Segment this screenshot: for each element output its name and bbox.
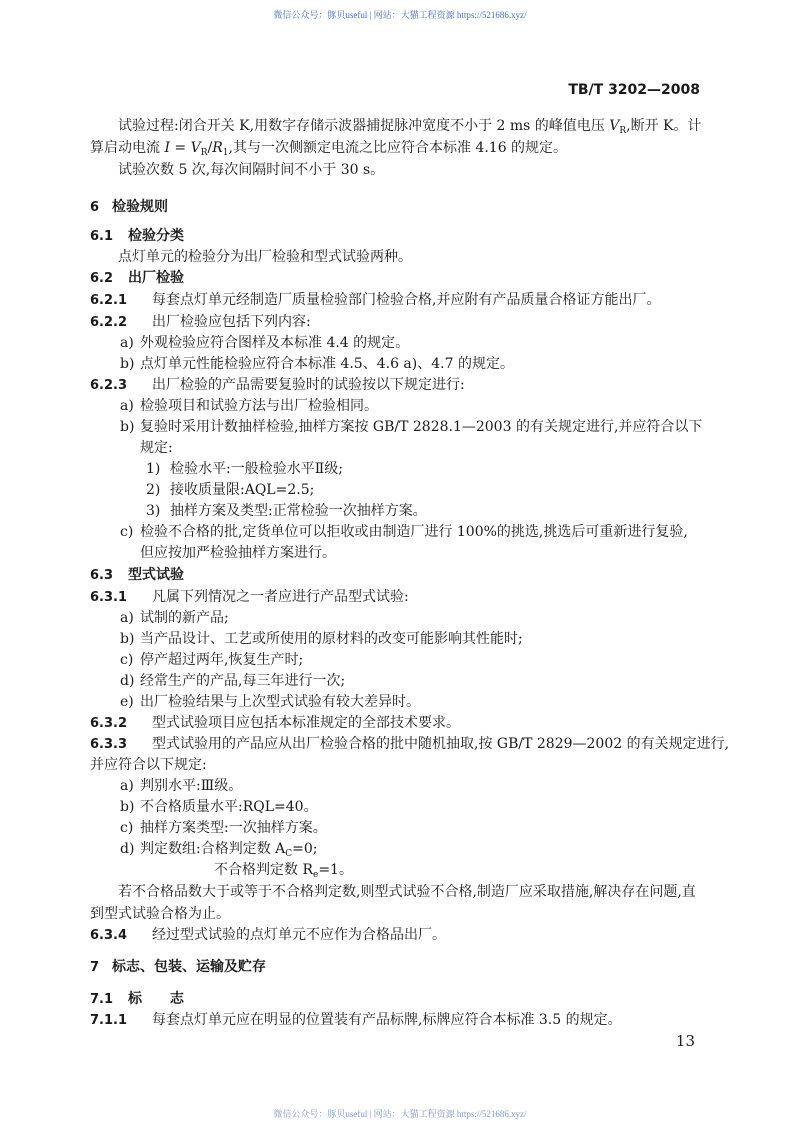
item-text: 出厂检验结果与上次型式试验有较大差异时。 (140, 694, 420, 710)
list-item-cont (214, 860, 353, 881)
clause-text: 经过型式试验的点灯单元不应作为合格品出厂。 (152, 927, 446, 943)
item-label: a) (120, 610, 134, 626)
clause-6-3-3-cont: 并应符合以下规定: (90, 757, 207, 773)
item-text: 抽样方案及类型:正常检验一次抽样方案。 (170, 503, 427, 519)
item-text: 外观检验应符合图样及本标准 4.4 的规定。 (140, 335, 410, 351)
clause-6-2-1 (90, 290, 660, 311)
sub-list-item (0, 459, 800, 480)
item-text: 检验不合格的批,定货单位可以拒收或由制造厂进行 100%的挑选,挑选后可重新进行复验, (140, 524, 688, 540)
item-label: 1) (146, 461, 161, 477)
symbol: V (190, 140, 201, 156)
section-number: 6.2 (90, 271, 114, 286)
subscript: e (313, 870, 319, 880)
symbol: R (212, 140, 223, 156)
section-number: 6 (90, 200, 100, 215)
item-label: a) (120, 778, 134, 794)
item-text: 接收质量限:AQL=2.5; (170, 482, 315, 498)
item-text: 抽样方案类型:一次抽样方案。 (140, 820, 327, 836)
item-text: 复验时采用计数抽样检验,抽样方案按 GB/T 2828.1—2003 的有关规定进行,并应符合以下 (140, 419, 703, 435)
paragraph-test-process (118, 116, 702, 137)
list-item (0, 333, 800, 354)
list-item (0, 417, 800, 438)
section-7-heading (90, 957, 266, 978)
item-label: d) (120, 841, 135, 857)
item-label: 3) (146, 503, 161, 519)
item-label: b) (120, 419, 135, 435)
subscript: R (619, 126, 627, 136)
list-item (0, 692, 800, 713)
page-number: 13 (675, 1032, 695, 1050)
item-label: 2) (146, 482, 161, 498)
section-title: 标志、包装、运输及贮存 (112, 959, 266, 975)
text: ,断开 K。计 (626, 118, 702, 134)
section-number: 7 (90, 960, 100, 975)
item-text: 检验项目和试验方法与出厂检验相同。 (140, 398, 378, 414)
item-label: b) (120, 631, 135, 647)
list-item (0, 650, 800, 671)
clause-number: 6.2.3 (90, 378, 128, 393)
item-label: b) (120, 799, 135, 815)
section-number: 6.3 (90, 568, 114, 583)
section-6-heading (90, 197, 168, 218)
text: 不合格判定数 R (214, 862, 313, 878)
list-item (0, 522, 800, 543)
paragraph-nonconformity: 若不合格品数大于或等于不合格判定数,则型式试验不合格,制造厂应采取措施,解决存在问题,直 (118, 884, 696, 900)
sub-list-item (0, 480, 800, 501)
list-item (0, 797, 800, 818)
section-7-1-heading (90, 989, 184, 1010)
section-6-2-heading (90, 268, 184, 289)
text: =1。 (318, 862, 353, 878)
item-label: a) (120, 398, 134, 414)
clause-6-2-3 (90, 375, 465, 396)
section-6-1-text: 点灯单元的检验分为出厂检验和型式试验两种。 (118, 249, 412, 265)
list-item-cont: 但应按加严检验抽样方案进行。 (140, 545, 336, 561)
section-title: 出厂检验 (128, 270, 184, 286)
text: 判定数组:合格判定数 A (140, 841, 286, 857)
text: 试验过程:闭合开关 K,用数字存储示波器捕捉脉冲宽度不小于 2 ms 的峰值电压 (118, 118, 610, 134)
clause-text: 凡属下列情况之一者应进行产品型式试验: (152, 589, 409, 605)
section-title: 型式试验 (128, 567, 184, 583)
item-label: c) (120, 820, 134, 836)
item-label: d) (120, 673, 135, 689)
subscript: C (285, 849, 293, 859)
item-text: 点灯单元性能检验应符合本标准 4.5、4.6 a)、4.7 的规定。 (140, 356, 514, 372)
clause-text: 型式试验项目应包括本标准规定的全部技术要求。 (152, 715, 460, 731)
item-label: a) (120, 335, 134, 351)
clause-6-3-1 (90, 587, 409, 608)
clause-number: 6.3.4 (90, 928, 128, 943)
item-text: 判别水平:Ⅲ级。 (140, 778, 243, 794)
item-text: 试制的新产品; (140, 610, 229, 626)
clause-7-1-1 (90, 1010, 622, 1031)
symbol: I (164, 140, 170, 156)
watermark-bottom: 微信公众号：豚贝useful | 网站：大猫工程资源 https://521686.xyz/ (273, 1109, 527, 1119)
clause-number: 6.3.3 (90, 737, 128, 752)
paragraph-test-count: 试验次数 5 次,每次间隔时间不小于 30 s。 (118, 162, 385, 178)
text: 算启动电流 (90, 140, 165, 156)
section-number: 7.1 (90, 992, 114, 1007)
item-text: 停产超过两年,恢复生产时; (140, 652, 304, 668)
paragraph-nonconformity-cont: 到型式试验合格为止。 (90, 906, 230, 922)
subscript: 1 (222, 148, 229, 158)
item-text: 不合格质量水平:RQL=40。 (140, 799, 318, 815)
list-item (0, 818, 800, 839)
section-6-1-heading (90, 226, 184, 247)
item-text (140, 839, 318, 860)
list-item (0, 671, 800, 692)
item-text: 检验水平:一般检验水平Ⅱ级; (170, 461, 343, 477)
clause-number: 6.2.1 (90, 293, 128, 308)
item-label: b) (120, 356, 135, 372)
clause-text: 型式试验用的产品应从出厂检验合格的批中随机抽取,按 GB/T 2829—2002 的有关规定进行, (152, 736, 730, 752)
section-6-3-heading (90, 565, 184, 586)
list-item (0, 776, 800, 797)
item-label: c) (120, 652, 134, 668)
clause-text: 出厂检验应包括下列内容: (152, 314, 311, 330)
clause-6-3-3 (90, 734, 729, 755)
clause-6-3-2 (90, 713, 460, 734)
clause-text: 每套点灯单元应在明显的位置装有产品标牌,标牌应符合本标准 3.5 的规定。 (152, 1012, 622, 1028)
clause-number: 7.1.1 (90, 1013, 128, 1028)
list-item (0, 629, 800, 650)
watermark-top: 微信公众号：豚贝useful | 网站：大猫工程资源 https://521686.xyz/ (273, 10, 527, 20)
item-label: c) (120, 524, 134, 540)
clause-text: 出厂检验的产品需要复验时的试验按以下规定进行: (152, 377, 465, 393)
list-item (0, 396, 800, 417)
standard-number-header: TB/T 3202—2008 (568, 82, 700, 98)
list-item-cont: 规定: (140, 440, 173, 456)
item-text: 当产品设计、工艺或所使用的原材料的改变可能影响其性能时; (140, 631, 523, 647)
list-item (0, 839, 800, 860)
symbol: V (609, 118, 620, 134)
subscript: R (200, 148, 208, 158)
item-text: 经常生产的产品,每三年进行一次; (140, 673, 346, 689)
sub-list-item (0, 501, 800, 522)
section-title: 检验规则 (112, 199, 168, 215)
paragraph-test-process-cont (90, 138, 567, 159)
item-label: e) (120, 694, 134, 710)
text: = (169, 140, 191, 156)
clause-6-2-2 (90, 312, 311, 333)
clause-text: 每套点灯单元经制造厂质量检验部门检验合格,并应附有产品质量合格证方能出厂。 (152, 292, 661, 308)
section-title: 检验分类 (128, 228, 184, 244)
clause-number: 6.3.2 (90, 716, 128, 731)
section-title: 标 志 (128, 991, 184, 1007)
text: / (207, 140, 213, 156)
list-item (0, 608, 800, 629)
clause-number: 6.3.1 (90, 590, 128, 605)
list-item (0, 354, 800, 375)
section-number: 6.1 (90, 229, 114, 244)
text: ,其与一次侧额定电流之比应符合本标准 4.16 的规定。 (228, 140, 568, 156)
clause-number: 6.2.2 (90, 315, 128, 330)
text: =0; (292, 841, 318, 857)
clause-6-3-4 (90, 925, 446, 946)
